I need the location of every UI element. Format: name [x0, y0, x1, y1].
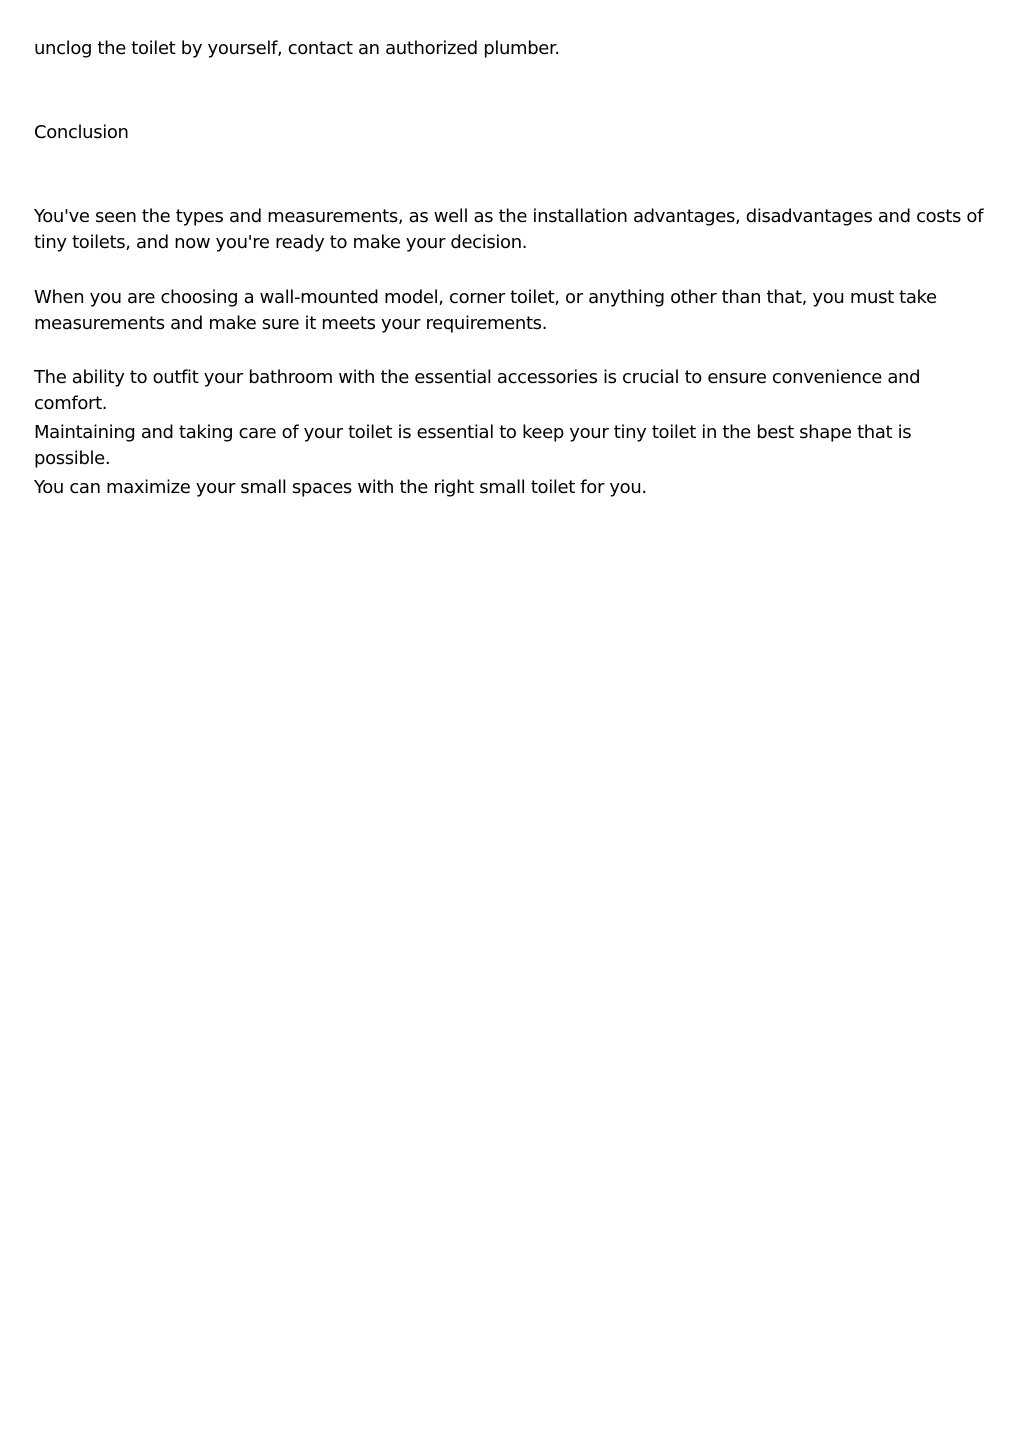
paragraph-5: You can maximize your small spaces with the right small toilet for you.: [34, 477, 647, 498]
continuation-text: unclog the toilet by yourself, contact an authorized plumber.: [34, 38, 560, 59]
paragraph-4: Maintaining and taking care of your toilet is essential to keep your tiny toilet in the best shape that is possible.: [34, 422, 912, 469]
paragraph-1: You've seen the types and measurements, as well as the installation advantages, disadvantages and costs of tiny toilets, and now you're ready to make your decision.: [34, 206, 984, 253]
section-heading: Conclusion: [34, 122, 129, 143]
paragraph-2: When you are choosing a wall-mounted model, corner toilet, or anything other than that, you must take measurements and make sure it meets your requirements.: [34, 287, 937, 334]
paragraph-3: The ability to outfit your bathroom with the essential accessories is crucial to ensure convenience and comfort.: [34, 367, 921, 414]
